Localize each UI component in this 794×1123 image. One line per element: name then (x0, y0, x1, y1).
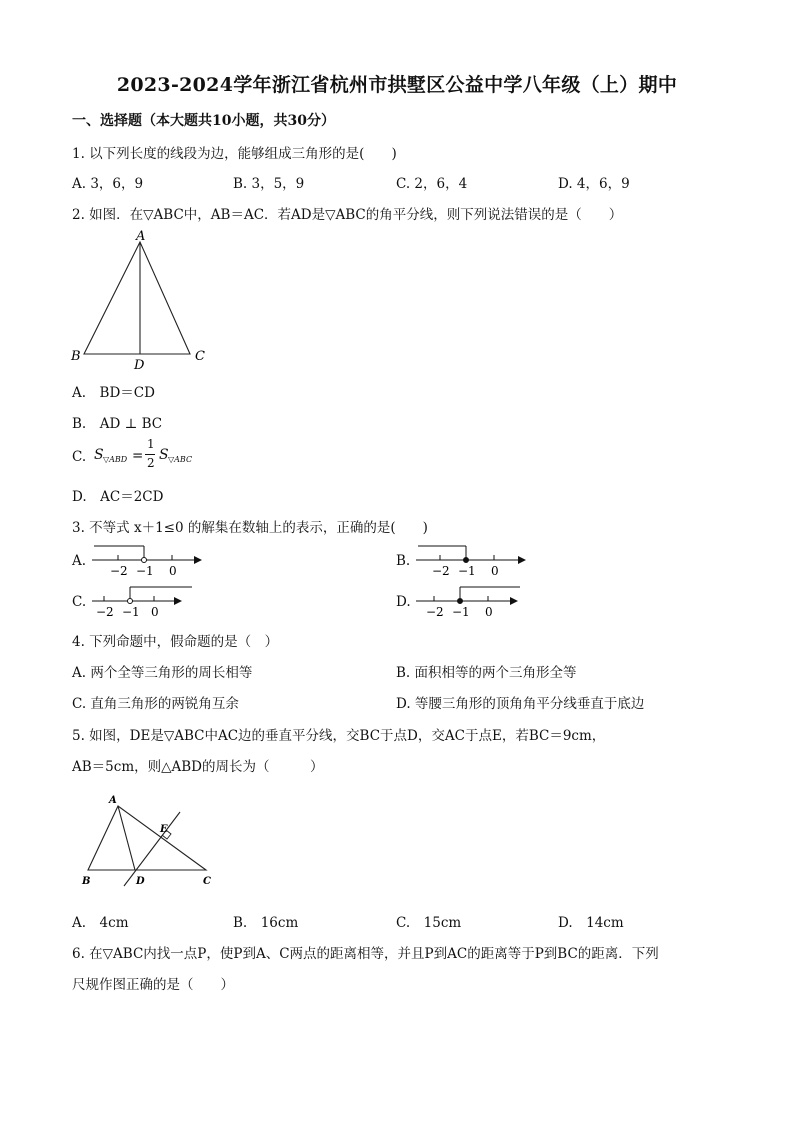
q5-triangle-figure (76, 792, 226, 892)
q5-option-c[interactable]: C. 15cm (396, 915, 462, 931)
q1-option-c[interactable]: C. 2，6，4 (396, 176, 468, 192)
tick-label: −2 (96, 605, 114, 619)
q2-option-a[interactable]: A. BD＝CD (72, 385, 155, 401)
triangle-abc (84, 242, 190, 354)
q3-option-c-letter[interactable]: C. (72, 594, 87, 610)
label-a: A (109, 795, 117, 806)
label-a: A (136, 229, 146, 244)
section-header: 一、选择题（本大题共10小题，共30分） (72, 113, 335, 129)
tick-label: −2 (432, 564, 450, 578)
area-sub2: ▽ABC (168, 455, 193, 464)
q2-triangle-figure (68, 226, 218, 374)
q5-option-d[interactable]: D. 14cm (558, 915, 624, 931)
tick-label: 0 (151, 605, 159, 619)
question-6-stem-line1: 6. 在▽ABC内找一点P，使P到A、C两点的距离相等，并且P到AC的距离等于P到BC的距离．下列 (72, 946, 659, 962)
q5-option-b[interactable]: B. 16cm (233, 915, 299, 931)
area-sub1: ▽ABD (103, 455, 128, 464)
tick-label: −1 (122, 605, 140, 619)
q3-number-line-a (88, 542, 203, 578)
tick-label: −2 (426, 605, 444, 619)
tick-label: −1 (136, 564, 154, 578)
tick-label: −1 (452, 605, 470, 619)
q4-option-a[interactable]: A. 两个全等三角形的周长相等 (72, 665, 253, 681)
q4-option-b[interactable]: B. 面积相等的两个三角形全等 (396, 665, 577, 681)
perpendicular-bisector-de (124, 812, 180, 886)
label-d: D (136, 876, 145, 887)
question-5-stem-line2: AB＝5cm，则△ABD的周长为（ ） (72, 759, 324, 775)
question-4-stem: 4. 下列命题中，假命题的是（ ） (72, 634, 279, 650)
label-e: E (160, 824, 168, 835)
question-3-stem: 3. 不等式 x＋1≤0 的解集在数轴上的表示，正确的是( ) (72, 520, 428, 536)
fraction-numerator: 1 (147, 437, 155, 451)
area-s2: S (159, 447, 169, 463)
q4-option-c[interactable]: C. 直角三角形的两锐角互余 (72, 696, 239, 712)
q3-option-b-letter[interactable]: B. (396, 553, 411, 569)
segment-ad (118, 806, 135, 870)
label-b: B (71, 349, 81, 364)
question-5-stem-line1: 5. 如图，DE是▽ABC中AC边的垂直平分线，交BC于点D，交AC于点E，若BC＝9cm， (72, 728, 606, 744)
tick-label: −2 (110, 564, 128, 578)
tick-label: 0 (485, 605, 493, 619)
area-s1: S (94, 447, 104, 463)
tick-label: −1 (458, 564, 476, 578)
label-b: B (82, 876, 91, 887)
question-6-stem-line2: 尺规作图正确的是（ ） (72, 977, 234, 993)
question-1-stem: 1. 以下列长度的线段为边，能够组成三角形的是( ) (72, 146, 397, 162)
triangle-abc (88, 806, 206, 870)
q2-option-c-letter: C. (72, 449, 87, 465)
q5-option-a[interactable]: A. 4cm (72, 915, 129, 931)
fraction-bar (145, 454, 155, 455)
tick-label: 0 (169, 564, 177, 578)
q3-option-d-letter[interactable]: D. (396, 594, 411, 610)
q3-number-line-d (412, 583, 527, 619)
q1-option-d[interactable]: D. 4，6，9 (558, 176, 630, 192)
q1-option-b[interactable]: B. 3，5，9 (233, 176, 305, 192)
q1-option-a[interactable]: A. 3，6，9 (72, 176, 144, 192)
label-c: C (203, 876, 211, 887)
q2-option-b[interactable]: B. AD ⊥ BC (72, 416, 163, 432)
equals-sign: = (132, 448, 144, 464)
label-d: D (134, 358, 145, 373)
page-title: 2023-2024学年浙江省杭州市拱墅区公益中学八年级（上）期中 (116, 74, 678, 96)
q3-number-line-b (412, 542, 527, 578)
q3-number-line-c (88, 583, 198, 619)
fraction-denominator: 2 (147, 456, 155, 470)
tick-label: 0 (491, 564, 499, 578)
question-2-stem: 2. 如图．在▽ABC中，AB＝AC．若AD是▽ABC的角平分线，则下列说法错误的是（ ） (72, 207, 623, 223)
label-c: C (195, 349, 205, 364)
q2-option-d[interactable]: D. AC＝2CD (72, 489, 164, 505)
q4-option-d[interactable]: D. 等腰三角形的顶角角平分线垂直于底边 (396, 696, 645, 712)
q3-option-a-letter[interactable]: A. (72, 553, 87, 569)
